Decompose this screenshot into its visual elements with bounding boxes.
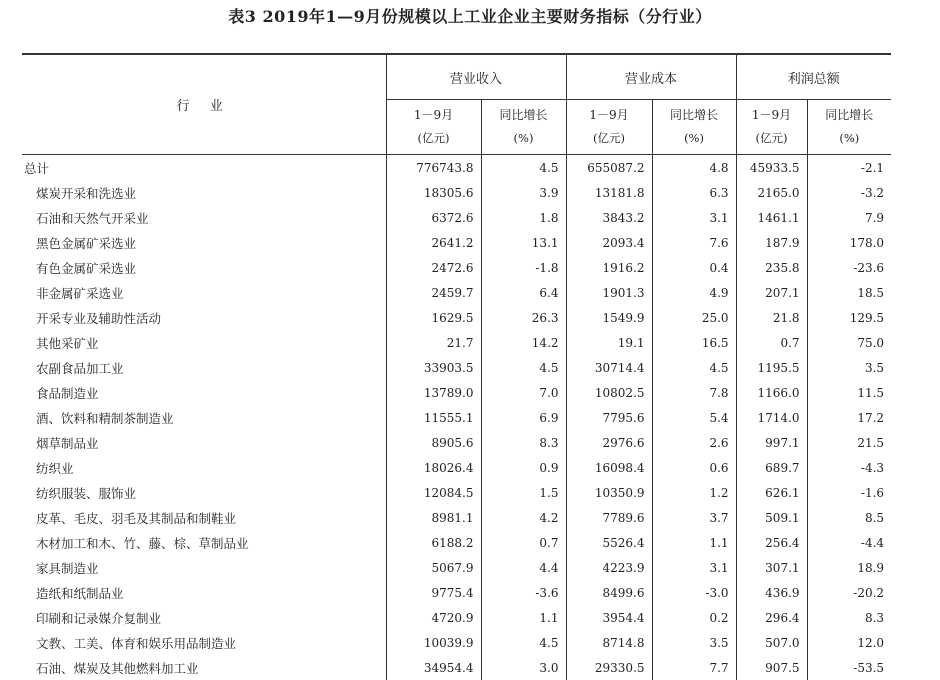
cost-growth-cell: 16.5: [652, 330, 736, 355]
table-row: [22, 380, 891, 405]
industry-header: 行 业: [22, 54, 386, 155]
profit-growth-cell: 178.0: [849, 235, 885, 250]
industry-name-cell: 文教、工美、体育和娱乐用品制造业: [22, 630, 386, 655]
table-row: [22, 355, 891, 380]
table-row: [22, 205, 891, 230]
table-row: [22, 255, 891, 280]
table-row: [22, 505, 891, 530]
table-title: 表3 2019年1—9月份规模以上工业企业主要财务指标（分行业）: [228, 7, 712, 26]
profit-growth-header: [807, 100, 891, 155]
profit-value-cell: 235.8: [736, 255, 807, 280]
profit-growth-cell: -20.2: [853, 585, 885, 600]
revenue-growth-cell: 14.2: [481, 330, 566, 355]
revenue-period-header: [386, 100, 481, 155]
profit-value-cell: 1461.1: [736, 205, 807, 230]
cost-growth-cell: -3.0: [652, 580, 736, 605]
table-row: [22, 530, 891, 555]
industry-name-cell: 有色金属矿采选业: [22, 255, 386, 280]
cost-value-cell: 3843.2: [566, 205, 652, 230]
table-header: [22, 54, 891, 155]
cost-value-cell: 8499.6: [566, 580, 652, 605]
revenue-value-cell: 12084.5: [386, 480, 481, 505]
profit-growth-cell: -53.5: [853, 660, 885, 675]
industry-name-cell: 黑色金属矿采选业: [22, 230, 386, 255]
revenue-growth-cell: 4.5: [481, 155, 566, 181]
cost-value-cell: 10350.9: [566, 480, 652, 505]
industry-name-cell: 其他采矿业: [22, 330, 386, 355]
profit-growth-cell: 3.5: [864, 360, 885, 375]
industry-name-cell: 酒、饮料和精制茶制造业: [22, 405, 386, 430]
revenue-growth-cell: 1.1: [481, 605, 566, 630]
period-label: 1－9月: [589, 108, 629, 122]
profit-header: 利润总额: [736, 54, 891, 100]
industry-name-cell: 非金属矿采选业: [22, 280, 386, 305]
profit-growth-cell: -1.6: [860, 485, 885, 500]
period-unit: (亿元): [755, 131, 788, 145]
revenue-growth-cell: 4.2: [481, 505, 566, 530]
table-row: [22, 330, 891, 355]
cost-value-cell: 2093.4: [566, 230, 652, 255]
profit-value-cell: 1195.5: [736, 355, 807, 380]
revenue-value-cell: 11555.1: [386, 405, 481, 430]
table-row: [22, 555, 891, 580]
cost-value-cell: 1901.3: [566, 280, 652, 305]
profit-value-cell: 296.4: [736, 605, 807, 630]
revenue-value-cell: 5067.9: [386, 555, 481, 580]
growth-unit: (%): [513, 131, 534, 145]
cost-growth-cell: 0.4: [652, 255, 736, 280]
industry-name-cell: 纺织服装、服饰业: [22, 480, 386, 505]
profit-value-cell: 907.5: [736, 655, 807, 680]
revenue-growth-cell: 26.3: [481, 305, 566, 330]
cost-growth-cell: 5.4: [652, 405, 736, 430]
industry-name-cell: 烟草制品业: [22, 430, 386, 455]
profit-growth-cell: 75.0: [857, 335, 885, 350]
cost-growth-cell: 7.7: [652, 655, 736, 680]
revenue-growth-cell: 13.1: [481, 230, 566, 255]
table-row: [22, 480, 891, 505]
revenue-growth-cell: 0.7: [481, 530, 566, 555]
table-row: [22, 155, 891, 181]
table-body: [22, 155, 891, 680]
cost-value-cell: 19.1: [566, 330, 652, 355]
profit-growth-cell: -4.4: [860, 535, 885, 550]
growth-label: 同比增长: [825, 108, 874, 122]
cost-value-cell: 2976.6: [566, 430, 652, 455]
industry-name-cell: 开采专业及辅助性活动: [22, 305, 386, 330]
cost-value-cell: 10802.5: [566, 380, 652, 405]
revenue-growth-header: [481, 100, 566, 155]
revenue-growth-cell: 4.5: [481, 355, 566, 380]
industry-name-cell: 木材加工和木、竹、藤、棕、草制品业: [22, 530, 386, 555]
financial-indicators-table: [22, 53, 891, 680]
growth-label: 同比增长: [499, 108, 548, 122]
industry-name-cell: 石油和天然气开采业: [22, 205, 386, 230]
profit-growth-cell: -3.2: [860, 185, 885, 200]
cost-value-cell: 13181.8: [566, 180, 652, 205]
profit-value-cell: 689.7: [736, 455, 807, 480]
cost-value-cell: 8714.8: [566, 630, 652, 655]
table-row: [22, 580, 891, 605]
table-row: [22, 605, 891, 630]
cost-value-cell: 7789.6: [566, 505, 652, 530]
table-row: [22, 305, 891, 330]
revenue-growth-cell: -1.8: [481, 255, 566, 280]
profit-value-cell: 507.0: [736, 630, 807, 655]
cost-growth-cell: 7.6: [652, 230, 736, 255]
cost-value-cell: 655087.2: [566, 155, 652, 181]
cost-period-header: [566, 100, 652, 155]
revenue-value-cell: 21.7: [386, 330, 481, 355]
cost-growth-cell: 3.1: [652, 555, 736, 580]
table-row: [22, 280, 891, 305]
profit-value-cell: 436.9: [736, 580, 807, 605]
industry-name-cell: 家具制造业: [22, 555, 386, 580]
cost-growth-header: [652, 100, 736, 155]
industry-name-cell: 食品制造业: [22, 380, 386, 405]
profit-growth-cell: 8.5: [864, 510, 885, 525]
cost-value-cell: 7795.6: [566, 405, 652, 430]
industry-name-cell: 皮革、毛皮、羽毛及其制品和制鞋业: [22, 505, 386, 530]
revenue-value-cell: 34954.4: [386, 655, 481, 680]
revenue-growth-cell: 4.4: [481, 555, 566, 580]
industry-name-cell: 总计: [22, 155, 386, 181]
revenue-value-cell: 9775.4: [386, 580, 481, 605]
industry-name-cell: 纺织业: [22, 455, 386, 480]
profit-value-cell: 256.4: [736, 530, 807, 555]
profit-growth-cell: -2.1: [860, 160, 885, 175]
revenue-growth-cell: 3.9: [481, 180, 566, 205]
profit-growth-cell: 7.9: [864, 210, 885, 225]
cost-growth-cell: 7.8: [652, 380, 736, 405]
cost-header: 营业成本: [566, 54, 736, 100]
growth-unit: (%): [684, 131, 704, 145]
revenue-value-cell: 2472.6: [386, 255, 481, 280]
revenue-value-cell: 4720.9: [386, 605, 481, 630]
revenue-value-cell: 6372.6: [386, 205, 481, 230]
cost-value-cell: 29330.5: [566, 655, 652, 680]
cost-value-cell: 1916.2: [566, 255, 652, 280]
revenue-growth-cell: 6.4: [481, 280, 566, 305]
cost-growth-cell: 1.1: [652, 530, 736, 555]
cost-growth-cell: 4.5: [652, 355, 736, 380]
table-row: [22, 430, 891, 455]
cost-growth-cell: 3.5: [652, 630, 736, 655]
industry-name-cell: 煤炭开采和洗选业: [22, 180, 386, 205]
industry-name-cell: 造纸和纸制品业: [22, 580, 386, 605]
profit-value-cell: 0.7: [736, 330, 807, 355]
profit-value-cell: 45933.5: [736, 155, 807, 181]
industry-name-cell: 印刷和记录媒介复制业: [22, 605, 386, 630]
cost-growth-cell: 1.2: [652, 480, 736, 505]
cost-value-cell: 1549.9: [566, 305, 652, 330]
growth-unit: (%): [839, 131, 860, 145]
cost-growth-cell: 0.2: [652, 605, 736, 630]
profit-growth-cell: 12.0: [857, 635, 885, 650]
profit-growth-cell: -4.3: [860, 460, 885, 475]
revenue-value-cell: 10039.9: [386, 630, 481, 655]
cost-value-cell: 4223.9: [566, 555, 652, 580]
profit-growth-cell: 21.5: [857, 435, 885, 450]
cost-growth-cell: 2.6: [652, 430, 736, 455]
profit-value-cell: 626.1: [736, 480, 807, 505]
cost-growth-cell: 25.0: [652, 305, 736, 330]
revenue-growth-cell: 6.9: [481, 405, 566, 430]
profit-value-cell: 307.1: [736, 555, 807, 580]
growth-label: 同比增长: [670, 108, 719, 122]
revenue-value-cell: 776743.8: [386, 155, 481, 181]
cost-growth-cell: 4.8: [652, 155, 736, 181]
revenue-value-cell: 33903.5: [386, 355, 481, 380]
profit-growth-cell: -23.6: [853, 260, 885, 275]
table-row: [22, 630, 891, 655]
profit-value-cell: 509.1: [736, 505, 807, 530]
revenue-value-cell: 1629.5: [386, 305, 481, 330]
table-row: [22, 180, 891, 205]
revenue-value-cell: 2459.7: [386, 280, 481, 305]
profit-value-cell: 997.1: [736, 430, 807, 455]
profit-growth-cell: 18.5: [857, 285, 885, 300]
profit-value-cell: 2165.0: [736, 180, 807, 205]
revenue-growth-cell: 8.3: [481, 430, 566, 455]
period-unit: (亿元): [593, 131, 625, 145]
cost-value-cell: 16098.4: [566, 455, 652, 480]
revenue-value-cell: 18026.4: [386, 455, 481, 480]
cost-growth-cell: 6.3: [652, 180, 736, 205]
revenue-growth-cell: 0.9: [481, 455, 566, 480]
revenue-value-cell: 13789.0: [386, 380, 481, 405]
profit-period-header: [736, 100, 807, 155]
profit-growth-cell: 17.2: [857, 410, 885, 425]
revenue-value-cell: 8981.1: [386, 505, 481, 530]
revenue-growth-cell: 1.8: [481, 205, 566, 230]
period-label: 1－9月: [751, 108, 792, 122]
cost-value-cell: 3954.4: [566, 605, 652, 630]
profit-growth-cell: 11.5: [857, 385, 885, 400]
revenue-value-cell: 18305.6: [386, 180, 481, 205]
profit-value-cell: 207.1: [736, 280, 807, 305]
table-row: [22, 405, 891, 430]
profit-value-cell: 1166.0: [736, 380, 807, 405]
profit-value-cell: 1714.0: [736, 405, 807, 430]
revenue-value-cell: 6188.2: [386, 530, 481, 555]
cost-growth-cell: 4.9: [652, 280, 736, 305]
revenue-growth-cell: 4.5: [481, 630, 566, 655]
table-row: [22, 230, 891, 255]
revenue-growth-cell: 7.0: [481, 380, 566, 405]
cost-growth-cell: 0.6: [652, 455, 736, 480]
period-label: 1－9月: [413, 108, 454, 122]
period-unit: (亿元): [417, 131, 450, 145]
revenue-growth-cell: -3.6: [481, 580, 566, 605]
cost-value-cell: 30714.4: [566, 355, 652, 380]
table-row: [22, 655, 891, 680]
profit-growth-cell: 18.9: [857, 560, 885, 575]
cost-value-cell: 5526.4: [566, 530, 652, 555]
table-row: [22, 455, 891, 480]
cost-growth-cell: 3.1: [652, 205, 736, 230]
industry-name-cell: 农副食品加工业: [22, 355, 386, 380]
industry-name-cell: 石油、煤炭及其他燃料加工业: [22, 655, 386, 680]
profit-value-cell: 21.8: [736, 305, 807, 330]
profit-value-cell: 187.9: [736, 230, 807, 255]
revenue-value-cell: 8905.6: [386, 430, 481, 455]
revenue-growth-cell: 3.0: [481, 655, 566, 680]
revenue-value-cell: 2641.2: [386, 230, 481, 255]
revenue-growth-cell: 1.5: [481, 480, 566, 505]
profit-growth-cell: 129.5: [849, 310, 885, 325]
revenue-header: 营业收入: [386, 54, 566, 100]
cost-growth-cell: 3.7: [652, 505, 736, 530]
profit-growth-cell: 8.3: [864, 610, 885, 625]
